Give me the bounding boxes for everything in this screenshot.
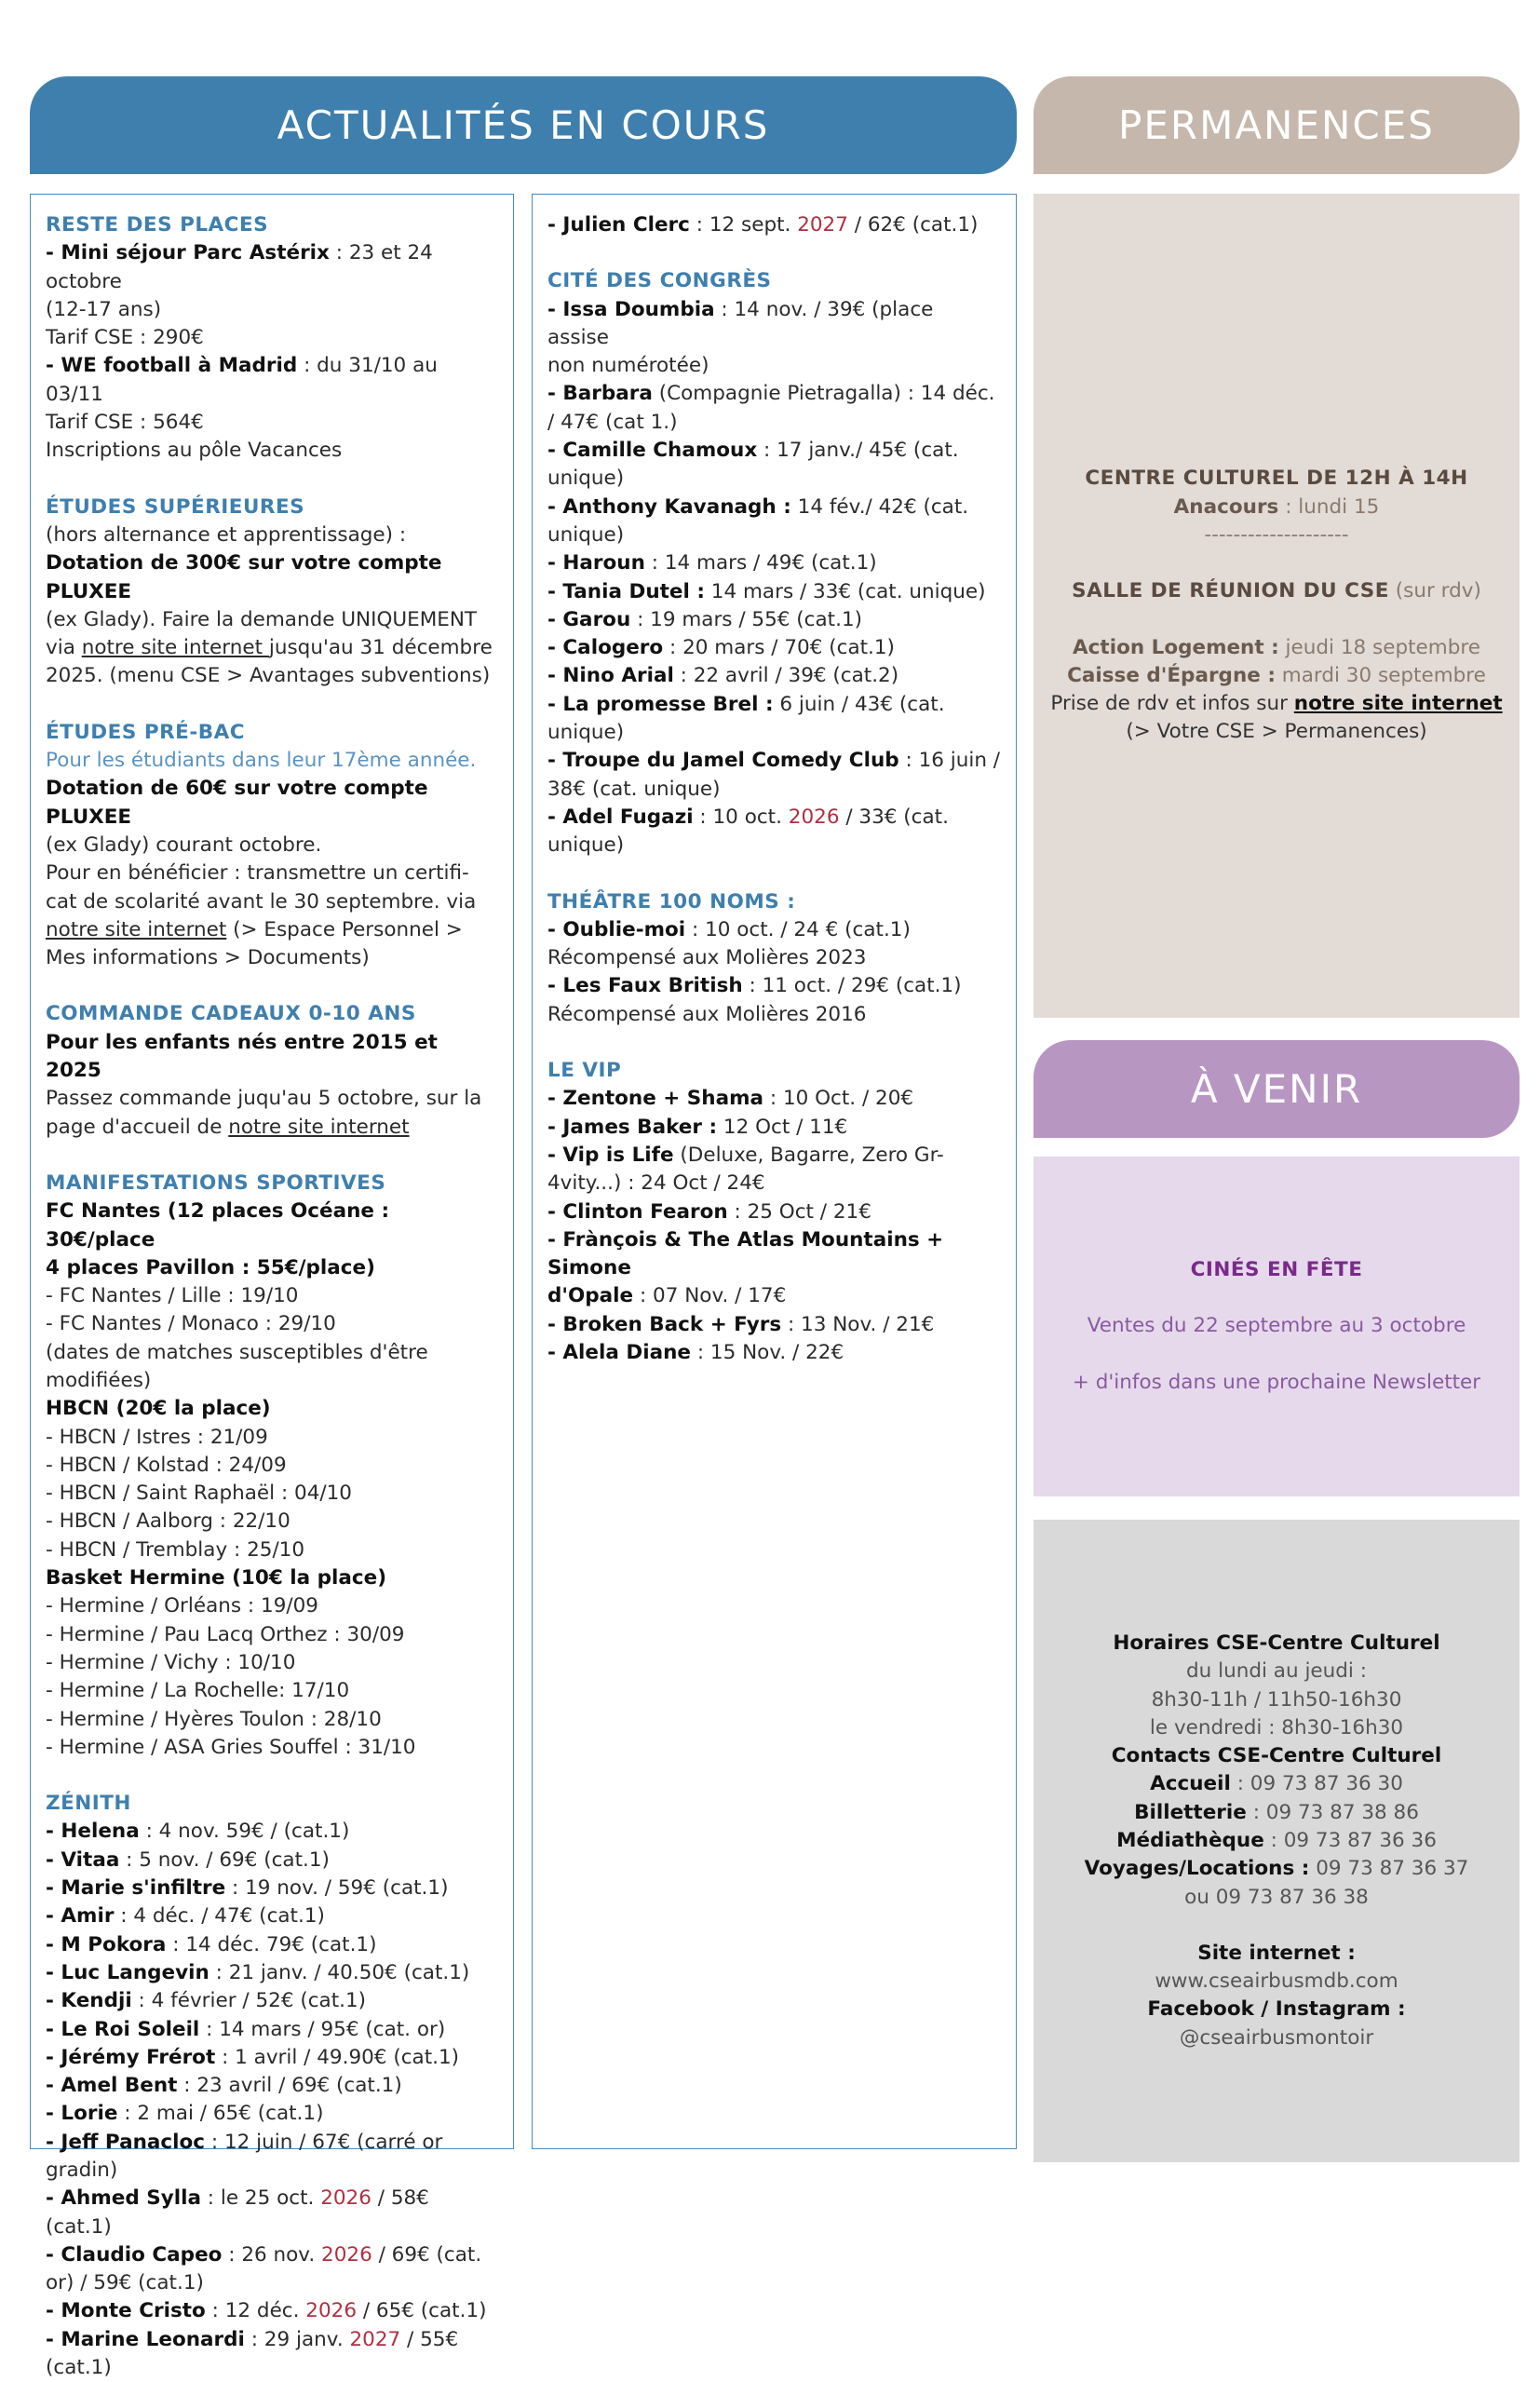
list-item: - Anthony Kavanagh : 14 fév./ 42€ (cat.	[547, 494, 969, 519]
list-item: - FC Nantes / Lille : 19/10	[46, 1284, 299, 1308]
list-item: modifiées)	[46, 1368, 152, 1392]
list-item: - Vip is Life (Deluxe, Bagarre, Zero Gr-	[547, 1143, 944, 1167]
list-item: - Amel Bent : 23 avril / 69€ (cat.1)	[46, 2074, 402, 2098]
section-le-vip	[547, 1057, 1001, 1367]
list-item: - Issa Doumbia : 14 nov. / 39€ (place assise	[547, 297, 934, 349]
list-item: - Claudio Capeo : 26 nov. 2026 / 69€ (cat.	[46, 2242, 482, 2267]
header-actualites-label: ACTUALITÉS EN COURS	[277, 102, 770, 148]
section-title: ÉTUDES PRÉ-BAC	[46, 720, 246, 744]
contacts-title: Contacts CSE-Centre Culturel	[1111, 1744, 1442, 1768]
text-line: Pour les étudiants dans leur 17ème année.	[46, 749, 477, 773]
list-item: / 47€ (cat 1.)	[547, 410, 678, 434]
text-line: Inscriptions au pôle Vacances	[46, 439, 343, 463]
list-item: - Calogero : 20 mars / 70€ (cat.1)	[547, 636, 895, 660]
list-item: - HBCN / Istres : 21/09	[46, 1425, 268, 1449]
list-item: - Helena : 4 nov. 59€ / (cat.1)	[46, 1820, 350, 1844]
news-column-right	[532, 194, 1017, 2149]
list-item: - Broken Back + Fyrs : 13 Nov. / 21€	[547, 1312, 935, 1336]
text-line: FC Nantes (12 places Océane : 30€/place	[46, 1199, 390, 1252]
list-item: 38€ (cat. unique)	[547, 777, 721, 801]
text-line: Pour en bénéficier : transmettre un certifi-	[46, 861, 469, 886]
list-item: - Troupe du Jamel Comedy Club : 16 juin /	[547, 749, 1001, 773]
news-column-left	[30, 194, 514, 2380]
list-item: - Marie s'infiltre : 19 nov. / 59€ (cat.1)	[46, 1876, 449, 1901]
list-item: - Hermine / Pau Lacq Orthez : 30/09	[46, 1622, 405, 1646]
list-item: - Hermine / Vichy : 10/10	[46, 1650, 296, 1674]
list-item: - Jérémy Frérot : 1 avril / 49.90€ (cat.1)	[46, 2045, 460, 2069]
list-item: - Monte Cristo : 12 déc. 2026 / 65€ (cat.1)	[46, 2299, 487, 2323]
list-item: - Frànçois & The Atlas Mountains + Simone	[547, 1227, 944, 1280]
site-link[interactable]: notre site internet	[81, 636, 269, 660]
social-handle[interactable]: @cseairbusmontoir	[1179, 2025, 1374, 2050]
text-line: (hors alternance et apprentissage) :	[46, 522, 407, 547]
social-title: Facebook / Instagram :	[1147, 1997, 1406, 2022]
section-title: COMMANDE CADEAUX 0-10 ANS	[46, 1002, 416, 1026]
section-etudes-prebac	[46, 719, 498, 973]
section-cite-des-congres	[547, 267, 1001, 859]
permanence-line: Anacours : lundi 15	[1173, 494, 1380, 519]
list-item: - HBCN / Aalborg : 22/10	[46, 1509, 290, 1534]
list-item: - Oublie-moi : 10 oct. / 24 € (cat.1)	[547, 917, 911, 941]
list-item: - Garou : 19 mars / 55€ (cat.1)	[547, 607, 863, 631]
list-item: - Les Faux British : 11 oct. / 29€ (cat.1)	[547, 974, 962, 998]
header-permanences-label: PERMANENCES	[1118, 102, 1435, 148]
text-line: 4 places Pavillon : 55€/place)	[46, 1255, 375, 1279]
text-line: Tarif CSE : 290€	[46, 326, 204, 350]
list-item: unique)	[547, 522, 625, 547]
horaires-line: du lundi au jeudi :	[1186, 1659, 1367, 1684]
section-title: ZÉNITH	[46, 1792, 131, 1816]
text-line: 2025. (menu CSE > Avantages subventions)	[46, 664, 491, 688]
list-item: - Alela Diane : 15 Nov. / 22€	[547, 1340, 844, 1364]
text-line: (ex Glady) courant octobre.	[46, 832, 322, 857]
text-line: notre site internet (> Espace Personnel >	[46, 917, 463, 941]
list-item: - Camille Chamoux : 17 janv./ 45€ (cat.	[547, 439, 959, 463]
list-item: - Adel Fugazi : 10 oct. 2026 / 33€ (cat.	[547, 805, 949, 829]
section-commande-cadeaux	[46, 1000, 498, 1141]
list-item: - Hermine / ASA Gries Souffel : 31/10	[46, 1735, 416, 1759]
header-avenir	[1033, 1040, 1520, 1138]
avenir-title: CINÉS EN FÊTE	[1190, 1258, 1363, 1282]
site-title: Site internet :	[1197, 1941, 1356, 1965]
text-line: unique)	[547, 833, 625, 858]
list-item: - Amir : 4 déc. / 47€ (cat.1)	[46, 1904, 325, 1929]
horaires-line: le vendredi : 8h30-16h30	[1149, 1715, 1404, 1739]
contact-line: Billetterie : 09 73 87 38 86	[1134, 1800, 1419, 1824]
list-item: - Zentone + Shama : 10 Oct. / 20€	[547, 1087, 914, 1111]
text-line: Passez commande juqu'au 5 octobre, sur la	[46, 1087, 482, 1111]
list-item: - James Baker : 12 Oct / 11€	[547, 1115, 848, 1139]
list-item: Récompensé aux Molières 2023	[547, 946, 867, 970]
section-title: ÉTUDES SUPÉRIEURES	[46, 494, 305, 519]
section-zenith-continued	[547, 211, 1001, 239]
list-item: unique)	[547, 467, 625, 491]
list-item: - Julien Clerc : 12 sept. 2027 / 62€ (cat.1)	[547, 213, 979, 237]
list-item: 4vity...) : 24 Oct / 24€	[547, 1171, 765, 1196]
section-manifestations-sportives	[46, 1170, 498, 1762]
list-item: - HBCN / Kolstad : 24/09	[46, 1453, 287, 1477]
text-line: Dotation de 60€ sur votre compte PLUXEE	[46, 777, 428, 829]
list-item: - Tania Dutel : 14 mars / 33€ (cat. unique)	[547, 579, 986, 603]
horaires-title: Horaires CSE-Centre Culturel	[1113, 1631, 1440, 1655]
text-line: Mes informations > Documents)	[46, 946, 370, 970]
website-link[interactable]: www.cseairbusmdb.com	[1155, 1969, 1398, 1994]
text-line: - Mini séjour Parc Astérix : 23 et 24 octobre	[46, 241, 433, 293]
text-line: - WE football à Madrid : du 31/10 au 03/11	[46, 354, 438, 406]
text-line: gradin)	[46, 2159, 118, 2182]
header-avenir-label: À VENIR	[1190, 1066, 1363, 1112]
section-title: CITÉ DES CONGRÈS	[547, 269, 772, 293]
list-item: - La promesse Brel : 6 juin / 43€ (cat.	[547, 692, 945, 716]
text-line: Basket Hermine (10€ la place)	[46, 1566, 387, 1590]
list-item: d'Opale : 07 Nov. / 17€	[547, 1284, 787, 1308]
list-item: - Lorie : 2 mai / 65€ (cat.1)	[46, 2102, 324, 2126]
section-title: LE VIP	[547, 1059, 622, 1083]
contact-line: ou 09 73 87 36 38	[1184, 1885, 1369, 1909]
permanence-line: (> Votre CSE > Permanences)	[1126, 720, 1427, 744]
permanence-title: SALLE DE RÉUNION DU CSE (sur rdv)	[1072, 579, 1481, 603]
text-line: Tarif CSE : 564€	[46, 411, 204, 435]
list-item: non numérotée)	[547, 354, 709, 378]
list-item: (dates de matches susceptibles d'être	[46, 1340, 428, 1364]
permanences-box	[1033, 194, 1520, 1018]
list-item: - Le Roi Soleil : 14 mars / 95€ (cat. or)	[46, 2017, 446, 2041]
list-item: unique)	[547, 721, 625, 745]
list-item: - Jeff Panacloc : 12 juin / 67€ (carré or	[46, 2130, 443, 2154]
text-line: HBCN (20€ la place)	[46, 1397, 271, 1421]
list-item: - Marine Leonardi : 29 janv. 2027 / 55€	[46, 2327, 459, 2351]
list-item: - Luc Langevin : 21 janv. / 40.50€ (cat.1)	[46, 1960, 470, 1984]
list-item: - HBCN / Saint Raphaël : 04/10	[46, 1482, 352, 1506]
separator: --------------------	[1204, 522, 1349, 547]
permanence-title: CENTRE CULTUREL DE 12H À 14H	[1085, 467, 1468, 491]
header-actualites	[30, 76, 1017, 174]
text-line: (12-17 ans)	[46, 297, 162, 321]
horaires-line: 8h30-11h / 11h50-16h30	[1151, 1687, 1402, 1712]
contact-line: Voyages/Locations : 09 73 87 36 37	[1084, 1857, 1469, 1881]
site-link[interactable]: notre site internet	[228, 1115, 410, 1139]
list-item: - Haroun : 14 mars / 49€ (cat.1)	[547, 551, 877, 575]
list-item: Récompensé aux Molières 2016	[547, 1002, 867, 1026]
list-item: - Vitaa : 5 nov. / 69€ (cat.1)	[46, 1847, 330, 1872]
text-line: via notre site internet jusqu'au 31 décembre	[46, 636, 493, 660]
avenir-line: Ventes du 22 septembre au 3 octobre	[1087, 1314, 1466, 1338]
list-item: - FC Nantes / Monaco : 29/10	[46, 1312, 336, 1336]
text-line: (ex Glady). Faire la demande UNIQUEMENT	[46, 607, 478, 631]
permanence-line: Prise de rdv et infos sur notre site internet	[1050, 692, 1503, 716]
permanence-line: Caisse d'Épargne : mardi 30 septembre	[1067, 663, 1486, 687]
text-line: Dotation de 300€ sur votre compte PLUXEE	[46, 551, 442, 603]
text-line: page d'accueil de notre site internet	[46, 1115, 410, 1139]
list-item: - Hermine / Hyères Toulon : 28/10	[46, 1707, 382, 1731]
avenir-box	[1033, 1157, 1520, 1496]
list-item: - Ahmed Sylla : le 25 oct. 2026 / 58€ (cat.1)	[46, 2186, 429, 2239]
contact-line: Médiathèque : 09 73 87 36 36	[1116, 1829, 1437, 1852]
contact-line: Accueil : 09 73 87 36 30	[1150, 1772, 1403, 1796]
list-item: - M Pokora : 14 déc. 79€ (cat.1)	[46, 1932, 377, 1956]
text-line: or) / 59€ (cat.1)	[46, 2271, 204, 2295]
site-link[interactable]: notre site internet	[1293, 692, 1503, 716]
contacts-box	[1033, 1520, 1520, 2162]
list-item: - Nino Arial : 22 avril / 39€ (cat.2)	[547, 664, 899, 688]
section-etudes-superieures	[46, 494, 498, 691]
permanence-line: Action Logement : jeudi 18 septembre	[1073, 635, 1480, 659]
text-line: (cat.1)	[46, 2356, 112, 2380]
text-line: Pour les enfants nés entre 2015 et 2025	[46, 1030, 438, 1083]
list-item: - HBCN / Tremblay : 25/10	[46, 1537, 305, 1562]
list-item: - Hermine / Orléans : 19/09	[46, 1594, 318, 1618]
avenir-line: + d'infos dans une prochaine Newsletter	[1072, 1370, 1481, 1394]
section-title: MANIFESTATIONS SPORTIVES	[46, 1171, 386, 1195]
list-item: - Barbara (Compagnie Pietragalla) : 14 déc.	[547, 382, 995, 406]
section-reste-places	[46, 211, 498, 466]
header-permanences	[1033, 76, 1520, 174]
section-title: THÉÂTRE 100 NOMS :	[547, 889, 796, 914]
list-item: - Clinton Fearon : 25 Oct / 21€	[547, 1199, 871, 1224]
list-item: - Hermine / La Rochelle: 17/10	[46, 1679, 350, 1703]
site-link[interactable]: notre site internet	[46, 917, 227, 941]
section-zenith	[46, 1790, 498, 2382]
section-title: RESTE DES PLACES	[46, 213, 269, 237]
text-line: cat de scolarité avant le 30 septembre. via	[46, 889, 477, 914]
section-theatre-100-noms	[547, 888, 1001, 1029]
list-item: - Kendji : 4 février / 52€ (cat.1)	[46, 1989, 367, 2013]
